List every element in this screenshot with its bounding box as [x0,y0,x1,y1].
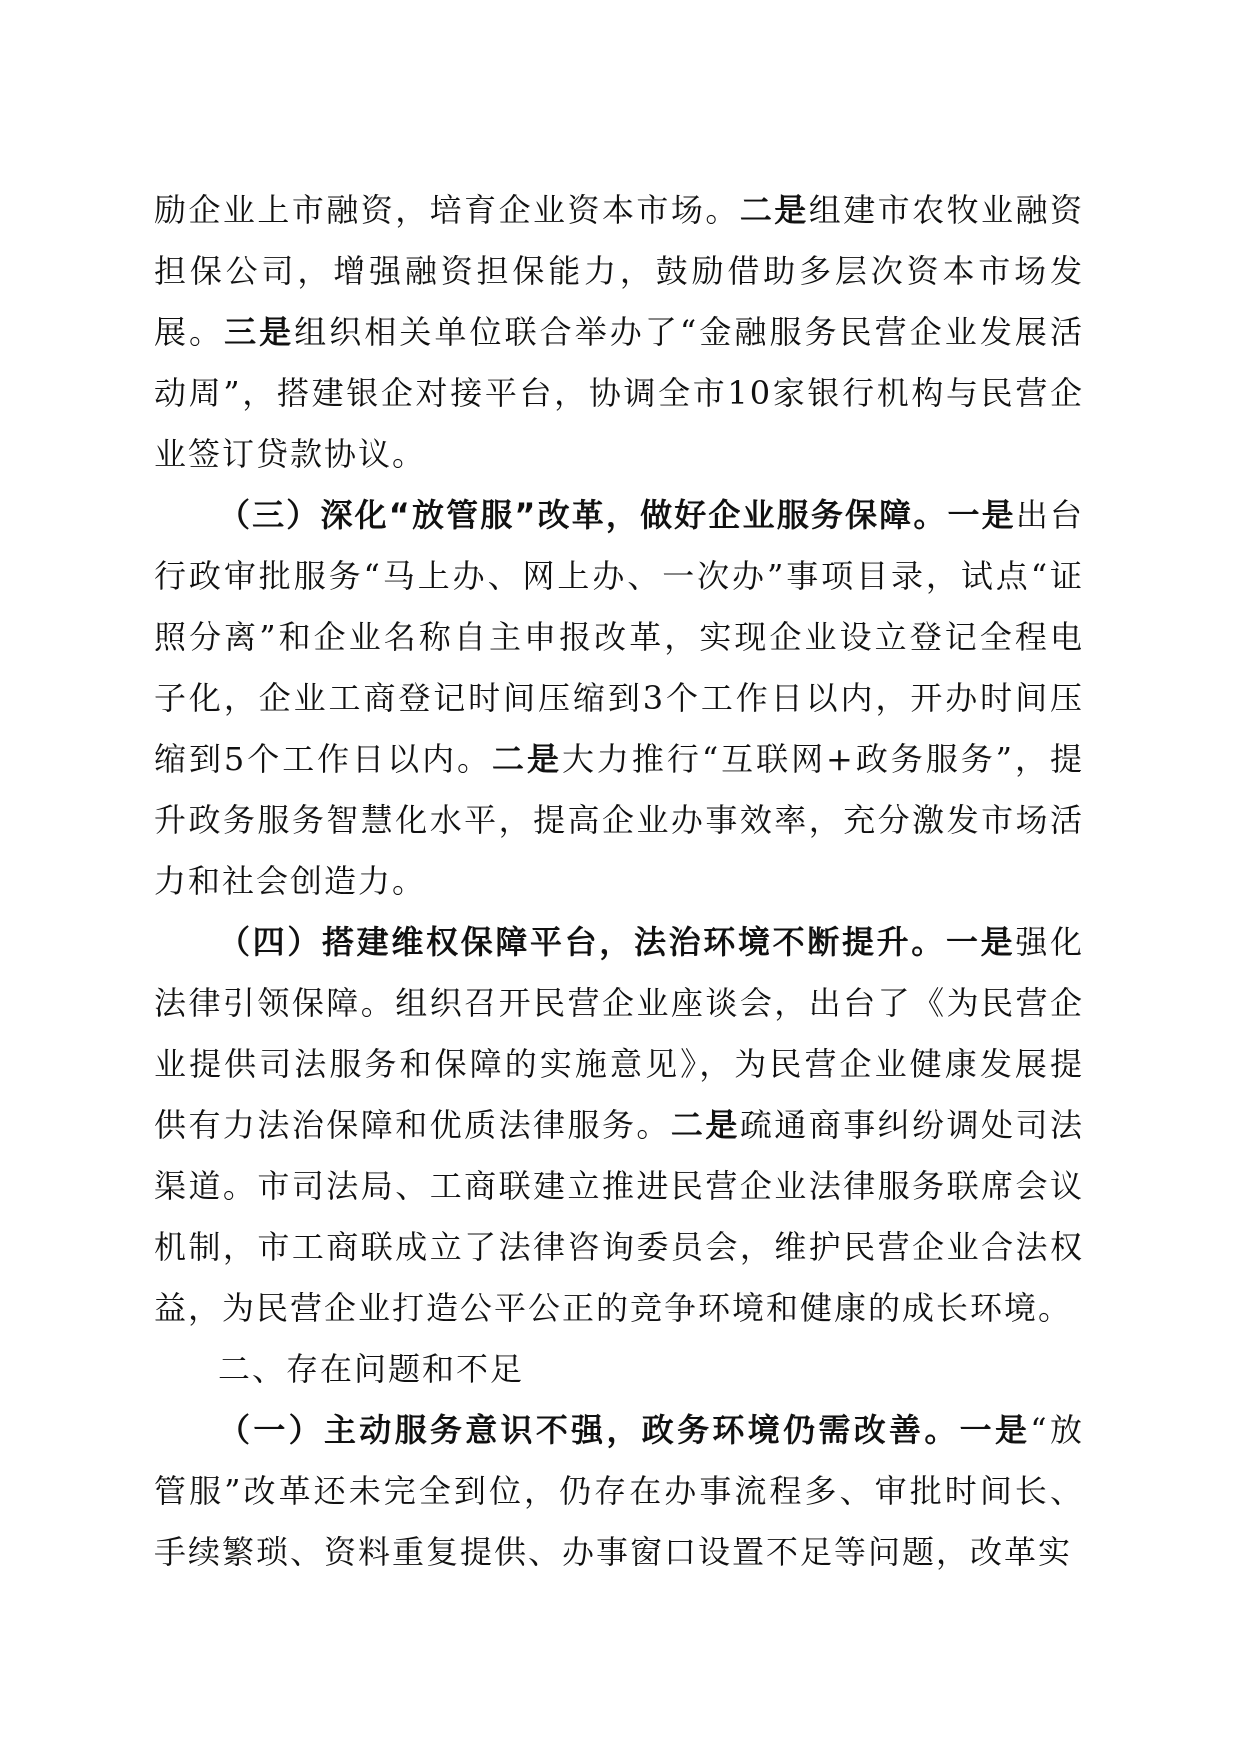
section-heading: 二、存在问题和不足 [218,1350,525,1388]
paragraph-financing [154,180,1084,485]
bold-marker: 一是 [959,1411,1031,1449]
bold-marker: 二是 [492,740,562,778]
paragraph-text: 大力推行“互联网+政务服务”，提升政务服务智慧化水平，提高企业办事效率，充分激发市场活力和社会创造力。 [154,740,1084,900]
bold-marker: 一是 [945,923,1016,961]
paragraph-text: “放管服”改革还未完全到位，仍存在办事流程多、审批时间长、手续繁琐、资料重复提供、办事窗口设置不足等问题，改革实 [154,1411,1084,1571]
paragraph-text: 出台行政审批服务“马上办、网上办、一次办”事项目录，试点“证照分离”和企业名称自主申报改革，实现企业设立登记全程电子化，企业工商登记时间压缩到3个工作日以内，开办时间压缩到5个工作日以内。 [154,496,1084,778]
subsection-heading: （三）深化“放管服”改革，做好企业服务保障。 [218,496,948,534]
document-body [154,180,1084,1583]
bold-marker: 三是 [224,313,295,351]
bold-marker: 一是 [947,496,1016,534]
paragraph-text: 疏通商事纠纷调处司法渠道。市司法局、工商联建立推进民营企业法律服务联席会议机制，市工商联成立了法律咨询委员会，维护民营企业合法权益，为民营企业打造公平公正的竞争环境和健康的成长环境。 [154,1106,1084,1327]
paragraph-text: 组建市农牧业融资担保公司，增强融资担保能力，鼓励借助多层次资本市场发展。 [154,191,1084,351]
paragraph-text: 强化法律引领保障。组织召开民营企业座谈会，出台了《为民营企业提供司法服务和保障的实施意见》，为民营企业健康发展提供有力法治保障和优质法律服务。 [154,923,1084,1144]
bold-marker: 二是 [739,191,809,229]
subsection-heading: （四）搭建维权保障平台，法治环境不断提升。 [218,923,946,961]
paragraph-fangguanfu-reform [154,485,1084,912]
paragraph-text: 励企业上市融资，培育企业资本市场。 [154,191,740,229]
paragraph-text: 组织相关单位联合举办了“金融服务民营企业发展活动周”，搭建银企对接平台，协调全市10家银行机构与民营企业签订贷款协议。 [154,313,1084,473]
paragraph-service-awareness [154,1400,1084,1583]
bold-marker: 二是 [670,1106,740,1144]
paragraph-legal-protection [154,912,1084,1339]
subsection-heading: （一）主动服务意识不强，政务环境仍需改善。 [218,1411,960,1449]
